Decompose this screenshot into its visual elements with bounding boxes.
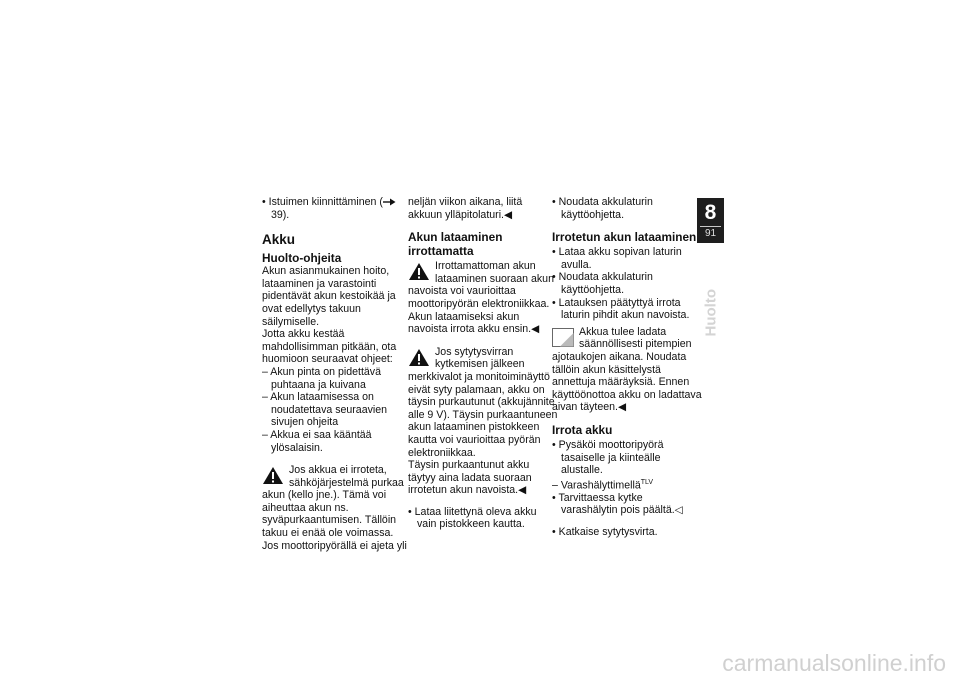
warning-text: Irrottamattoman akun lataaminen suoraan akun navoista voi vaurioittaa moottoripyörän elektroniikkaa.	[408, 260, 554, 310]
item-text: Akkua ei saa kääntää ylösalaisin.	[270, 428, 372, 454]
warning-block	[408, 346, 558, 497]
item-text: Noudata akkulaturin käyttöohjetta.	[558, 271, 653, 296]
list-item: • Lataa liitettynä oleva akku vain pistokkeen kautta.	[408, 505, 537, 531]
item-text: Akun pinta on pidettävä puhtaana ja kuivana	[270, 365, 381, 391]
item-text: Noudata akkulaturin käyttöohjetta.	[558, 196, 653, 221]
item-text: Pysäköi moottoripyörä tasaiselle ja kiinteälle alustalle.	[558, 438, 664, 477]
item-text: Lataa liitettynä oleva akku vain pistokkeen kautta.	[414, 505, 537, 531]
warning-triangle-icon	[262, 466, 284, 485]
item-text: Istuimen kiinnittäminen (	[268, 196, 383, 208]
chapter-divider	[700, 226, 721, 227]
item-text: Tarvittaessa kytke varashälytin pois päältä.◁	[558, 491, 683, 517]
warning-text: Jos sytytysvirran kytkemisen jälkeen merkkivalot ja monitoiminäyttö eivät syty palamaan, akku on täysin purkautunut (akkujännite alle 9 V). Täysin purkaantuneen akun lataaminen pistokkeen kautta voi vaurioittaa pyörän elektroniikkaa.	[408, 345, 558, 459]
warning-triangle-icon	[408, 348, 430, 367]
note-text: Akkua tulee ladata säännöllisesti pitempien ajotaukojen aikana. Noudata tällöin akun käsittelystä annettuja määräyksiä. Ennen käyttöönottoa akku on ladattava aivan täyteen.◀	[552, 325, 702, 414]
watermark: carmanualsonline.info	[722, 650, 946, 676]
chapter-number: 8	[704, 201, 717, 224]
column-3	[552, 196, 702, 539]
warning-block	[408, 260, 558, 336]
column-2	[408, 196, 558, 531]
list-item: • Latauksen päätyttyä irrota laturin pihdit akun navoista.	[552, 296, 690, 322]
heading-line: Akun lataaminen	[408, 230, 503, 245]
item-text: Varashälyttimellä	[560, 479, 641, 492]
paragraph: neljän viikon aikana, liitä akkuun ylläpitolaturi.◀	[408, 196, 523, 221]
paragraph: Jotta akku kestää mahdollisimman pitkään, ota huomioon seuraavat ohjeet:	[262, 328, 397, 366]
list-item: – Akun pinta on pidettävä puhtaana ja kuivana	[262, 365, 381, 391]
arrow-right-icon	[383, 198, 396, 206]
heading-akun-lataaminen	[408, 230, 558, 258]
list-item: • Istuimen kiinnittäminen ( 39).	[262, 196, 412, 221]
warning-text: Jos moottoripyörällä ei ajeta yli	[262, 539, 407, 552]
heading-huolto-ohjeita: Huolto-ohjeita	[262, 251, 342, 266]
warning-text: Jos akkua ei irroteta, sähköjärjestelmä purkaa akun (kello jne.). Tämä voi aiheuttaa akun ns. syväpurkaantumisen. Tällöin takuu ei enää ole voimassa.	[262, 464, 404, 540]
item-text: Lataa akku sopivan laturin avulla.	[558, 246, 682, 271]
chapter-tab	[697, 198, 724, 243]
item-text: Akun lataamisessa on noudatettava seuraavien sivujen ohjeita	[270, 391, 388, 429]
list-item: • Noudata akkulaturin käyttöohjetta.	[552, 271, 653, 296]
list-item: • Pysäköi moottoripyörä tasaiselle ja kiinteälle alustalle.	[552, 438, 664, 477]
item-text: Latauksen päätyttyä irrota laturin pihdit akun navoista.	[558, 296, 690, 322]
tlv-superscript: TLV	[640, 478, 654, 486]
page-ref: 39).	[271, 208, 290, 221]
list-item: • Noudata akkulaturin käyttöohjetta.	[552, 196, 653, 221]
warning-text: Täysin purkaantunut akku täytyy aina ladata suoraan irrotetun akun navoista.◀	[408, 459, 532, 497]
list-item: – Varashälyttimellä$^{TLV}$	[552, 478, 654, 492]
warning-block	[262, 464, 412, 552]
chapter-side-label: Huolto	[702, 289, 720, 337]
note-corner-icon	[552, 328, 574, 347]
heading-irrota-akku: Irrota akku	[552, 422, 613, 437]
heading-line: irrottamatta	[408, 244, 474, 259]
warning-text: Akun lataamiseksi akun navoista irrota akku ensin.◀	[408, 310, 540, 336]
page-number: 91	[704, 228, 717, 239]
list-item: • Lataa akku sopivan laturin avulla.	[552, 246, 682, 271]
list-item: • Katkaise sytytysvirta.	[552, 526, 658, 538]
list-item: – Akun lataamisessa on noudatettava seuraavien sivujen ohjeita	[262, 391, 388, 429]
paragraph: Akun asianmukainen hoito, lataaminen ja varastointi pidentävät akun kestoikää ja ovat edellytys takuun säilymiselle.	[262, 265, 396, 328]
warning-triangle-icon	[408, 262, 430, 281]
list-item: • Tarvittaessa kytke varashälytin pois päältä.◁	[552, 491, 683, 517]
heading-irrotetun-akun-lataaminen: Irrotetun akun lataaminen	[552, 230, 697, 245]
list-item: – Akkua ei saa kääntää ylösalaisin.	[262, 428, 372, 454]
heading-akku: Akku	[262, 232, 296, 248]
note-block	[552, 326, 702, 414]
column-1	[262, 196, 412, 552]
item-text: Katkaise sytytysvirta.	[558, 526, 658, 538]
